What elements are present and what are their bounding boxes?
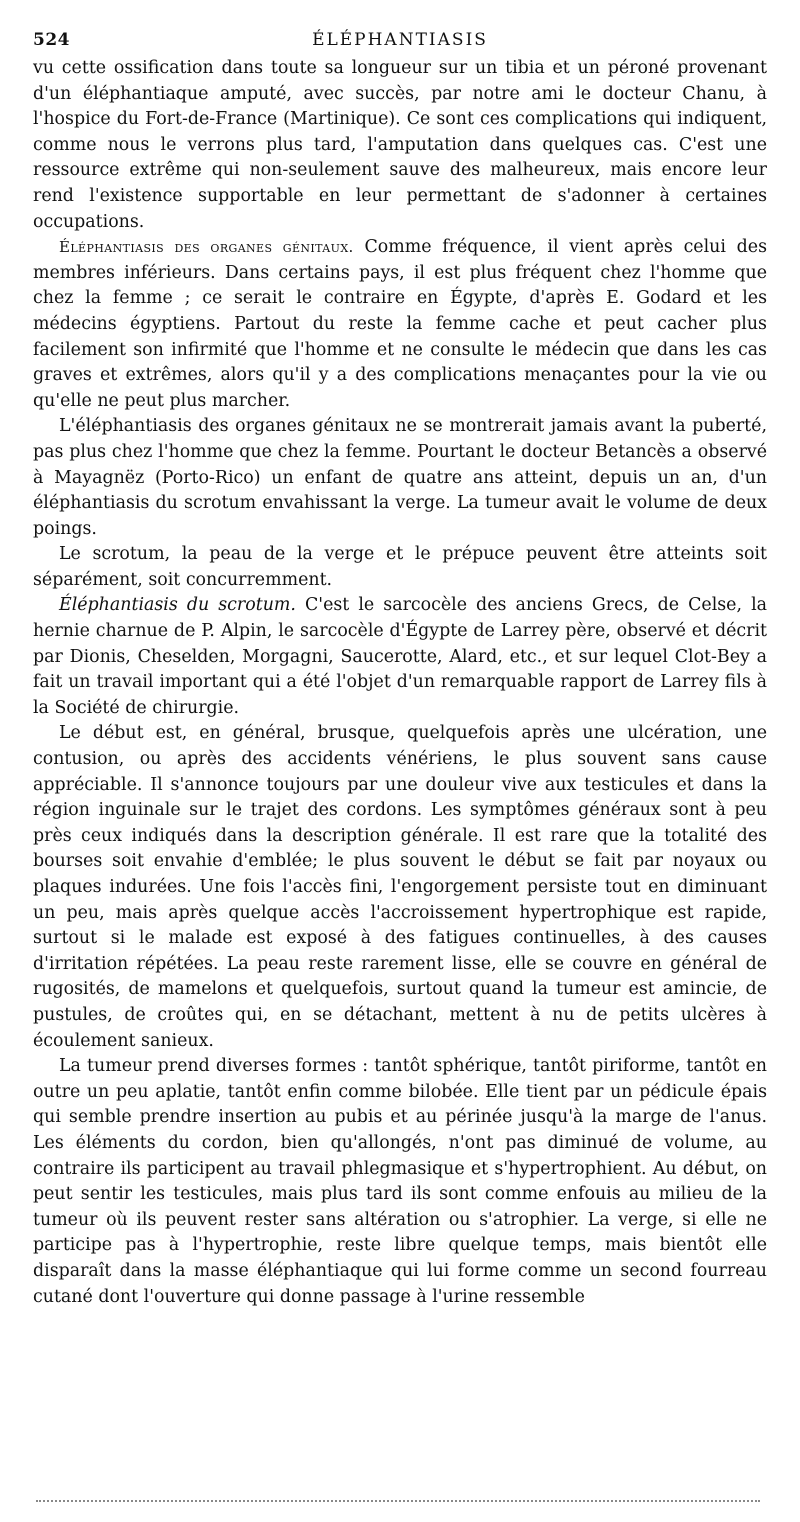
paragraph-scrotum-penis [33,542,767,593]
paragraph-puberty [33,414,767,542]
paragraph-tumor-forms [33,1054,767,1310]
paragraph-text: Comme fréquence, il vient après celui des membres inférieurs. Dans certains pays, il est plus fréquent chez l'homme que chez la femme ; ce serait le contraire en Égypte, d'après E. Godard et les médecins égyptiens. Partout du reste la femme cache et peut cacher plus facilement son infirmité que l'homme et ne consulte le médecin que dans les cas graves et extrêmes, alors qu'il y a des complications menaçantes pour la vie ou qu'elle ne peut plus marcher. [33,237,767,411]
page-header [33,30,767,56]
section-heading-genital-organs: Éléphantiasis des organes génitaux. [59,238,354,257]
document-page [33,30,767,1310]
section-heading-scrotum: Éléphantiasis du scrotum. [59,595,296,616]
paragraph-text: L'éléphantiasis des organes génitaux ne se montrerait jamais avant la puberté, pas plus chez l'homme que chez la femme. Pourtant le docteur Betancès a observé à Mayagnëz (Porto-Rico) un enfant de quatre ans atteint, depuis un an, d'un éléphantiasis du scrotum envahissant la verge. La tumeur avait le volume de deux poings. [33,416,767,539]
footer-divider [36,1500,760,1502]
paragraph-text: Le début est, en général, brusque, quelquefois après une ulcération, une contusion, ou après des accidents vénériens, le plus souvent sans cause appréciable. Il s'annonce toujours par une douleur vive aux testicules et dans la région inguinale sur le trajet des cordons. Les symptômes généraux sont à peu près ceux indiqués dans la description générale. Il est rare que la totalité des bourses soit envahie d'emblée; le plus souvent le début se fait par noyaux ou plaques indurées. Une fois l'accès fini, l'engorgement persiste tout en diminuant un peu, mais après quelque accès l'accroissement hypertrophique est rapide, surtout si le malade est exposé à des fatigues continuelles, à des causes d'irritation répétées. La peau reste rarement lisse, elle se couvre en général de rugosités, de mamelons et quelquefois, surtout quand la tumeur est amincie, de pustules, de croûtes qui, en se détachant, mettent à nu de petits ulcères à écoulement sanieux. [33,723,767,1051]
paragraph-text: C'est le sarcocèle des anciens Grecs, de Celse, la hernie charnue de P. Alpin, le sarcocèle d'Égypte de Larrey père, observé et décrit par Dionis, Cheselden, Morgagni, Saucerotte, Alard, etc., et sur lequel Clot-Bey a fait un travail important qui a été l'objet d'un remarquable rapport de Larrey fils à la Société de chirurgie. [33,595,767,718]
paragraph-text: vu cette ossification dans toute sa longueur sur un tibia et un péroné provenant d'un éléphantiaque amputé, avec succès, par notre ami le docteur Chanu, à l'hospice du Fort-de-France (Martinique). Ce sont ces complications qui indiquent, comme nous le verrons plus tard, l'amputation dans quelques cas. C'est une ressource extrême qui non-seulement sauve des malheureux, mais encore leur rend l'existence supportable en leur permettant de s'adonner à certaines occupations. [33,58,767,232]
page-number: 524 [33,30,70,50]
paragraph-continuation [33,56,767,235]
running-title: ÉLÉPHANTIASIS [312,30,488,50]
paragraph-scrotum-elephantiasis [33,593,767,721]
paragraph-onset [33,721,767,1054]
paragraph-genital-organs [33,235,767,414]
paragraph-text: Le scrotum, la peau de la verge et le prépuce peuvent être atteints soit séparément, soit concurremment. [33,544,767,590]
body-text [33,56,767,1310]
paragraph-text: La tumeur prend diverses formes : tantôt sphérique, tantôt piriforme, tantôt en outre un peu aplatie, tantôt enfin comme bilobée. Elle tient par un pédicule épais qui semble prendre insertion au pubis et au périnée jusqu'à la marge de l'anus. Les éléments du cordon, bien qu'allongés, n'ont pas diminué de volume, au contraire ils participent au travail phlegmasique et s'hypertrophient. Au début, on peut sentir les testicules, mais plus tard ils sont comme enfouis au milieu de la tumeur où ils peuvent rester sans altération ou s'atrophier. La verge, si elle ne participe pas à l'hypertrophie, reste libre quelque temps, mais bientôt elle disparaît dans la masse éléphantiaque qui lui forme comme un second fourreau cutané dont l'ouverture qui donne passage à l'urine ressemble [33,1056,767,1307]
